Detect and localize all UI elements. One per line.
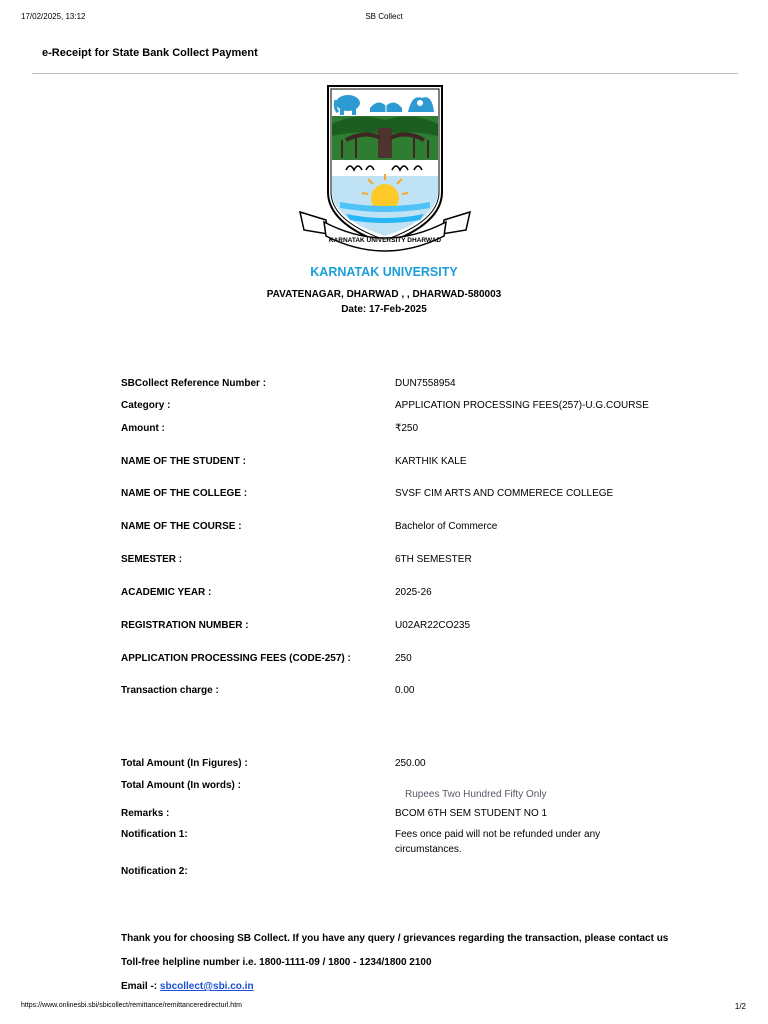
field-value-reference-number: DUN7558954 [395, 378, 456, 389]
field-value-semester: 6TH SEMESTER [395, 554, 472, 565]
page-number: 1/2 [734, 1002, 746, 1011]
receipt-heading: e-Receipt for State Bank Collect Payment [42, 47, 258, 59]
notification-1-value: Fees once paid will not be refunded under any circumstances. [395, 829, 601, 855]
field-label-amount: Amount : [121, 423, 165, 434]
field-value-application-fees: 250 [395, 653, 412, 664]
field-value-student-name: KARTHIK KALE [395, 456, 467, 467]
field-label-transaction-charge: Transaction charge : [121, 685, 219, 696]
field-label-category: Category : [121, 400, 171, 411]
field-value-amount: ₹250 [395, 423, 419, 434]
print-page-title: SB Collect [365, 12, 403, 21]
print-url: https://www.onlinesbi.sbi/sbicollect/remittance/remittanceredirecturl.htm [21, 1002, 242, 1009]
university-emblem-icon [296, 84, 474, 254]
field-label-registration-number: REGISTRATION NUMBER : [121, 620, 249, 631]
remarks-value: BCOM 6TH SEM STUDENT NO 1 [395, 808, 548, 819]
field-value-academic-year: 2025-26 [395, 587, 432, 598]
remarks-label: Remarks : [121, 808, 170, 819]
field-label-course-name: NAME OF THE COURSE : [121, 521, 242, 532]
university-name: KARNATAK UNIVERSITY [310, 265, 458, 279]
helpline-text: Toll-free helpline number i.e. 1800-1111-09 / 1800 - 1234/1800 2100 [121, 957, 432, 968]
field-label-reference-number: SBCollect Reference Number : [121, 378, 267, 389]
total-figures-label: Total Amount (In Figures) : [121, 758, 248, 769]
email-line [121, 981, 254, 992]
field-label-semester: SEMESTER : [121, 554, 183, 565]
email-label: Email -: [121, 981, 158, 992]
email-link[interactable]: sbcollect@sbi.co.in [159, 981, 254, 992]
print-datetime: 17/02/2025, 13:12 [21, 12, 86, 21]
thank-you-message: Thank you for choosing SB Collect. If you have any query / grievances regarding the transaction, please contact us [121, 933, 669, 944]
field-value-transaction-charge: 0.00 [395, 685, 415, 696]
university-address: PAVATENAGAR, DHARWAD , , DHARWAD-580003 [266, 289, 502, 300]
receipt-date: Date: 17-Feb-2025 [341, 304, 427, 315]
field-value-college-name: SVSF CIM ARTS AND COMMERECE COLLEGE [395, 488, 614, 499]
total-words-value: Rupees Two Hundred Fifty Only [405, 789, 547, 800]
emblem-ribbon-text: KARNATAK UNIVERSITY DHARWAD [328, 237, 442, 244]
field-label-college-name: NAME OF THE COLLEGE : [121, 488, 248, 499]
total-figures-value: 250.00 [395, 758, 426, 769]
heading-divider [32, 73, 738, 74]
field-label-academic-year: ACADEMIC YEAR : [121, 587, 212, 598]
field-label-student-name: NAME OF THE STUDENT : [121, 456, 246, 467]
notification-2-label: Notification 2: [121, 866, 188, 877]
field-label-application-fees: APPLICATION PROCESSING FEES (CODE-257) : [121, 653, 351, 664]
field-value-course-name: Bachelor of Commerce [395, 521, 498, 532]
field-value-category: APPLICATION PROCESSING FEES(257)-U.G.COURSE [395, 400, 649, 411]
field-value-registration-number: U02AR22CO235 [395, 620, 471, 631]
total-words-label: Total Amount (In words) : [121, 780, 241, 791]
notification-1-label: Notification 1: [121, 829, 188, 840]
